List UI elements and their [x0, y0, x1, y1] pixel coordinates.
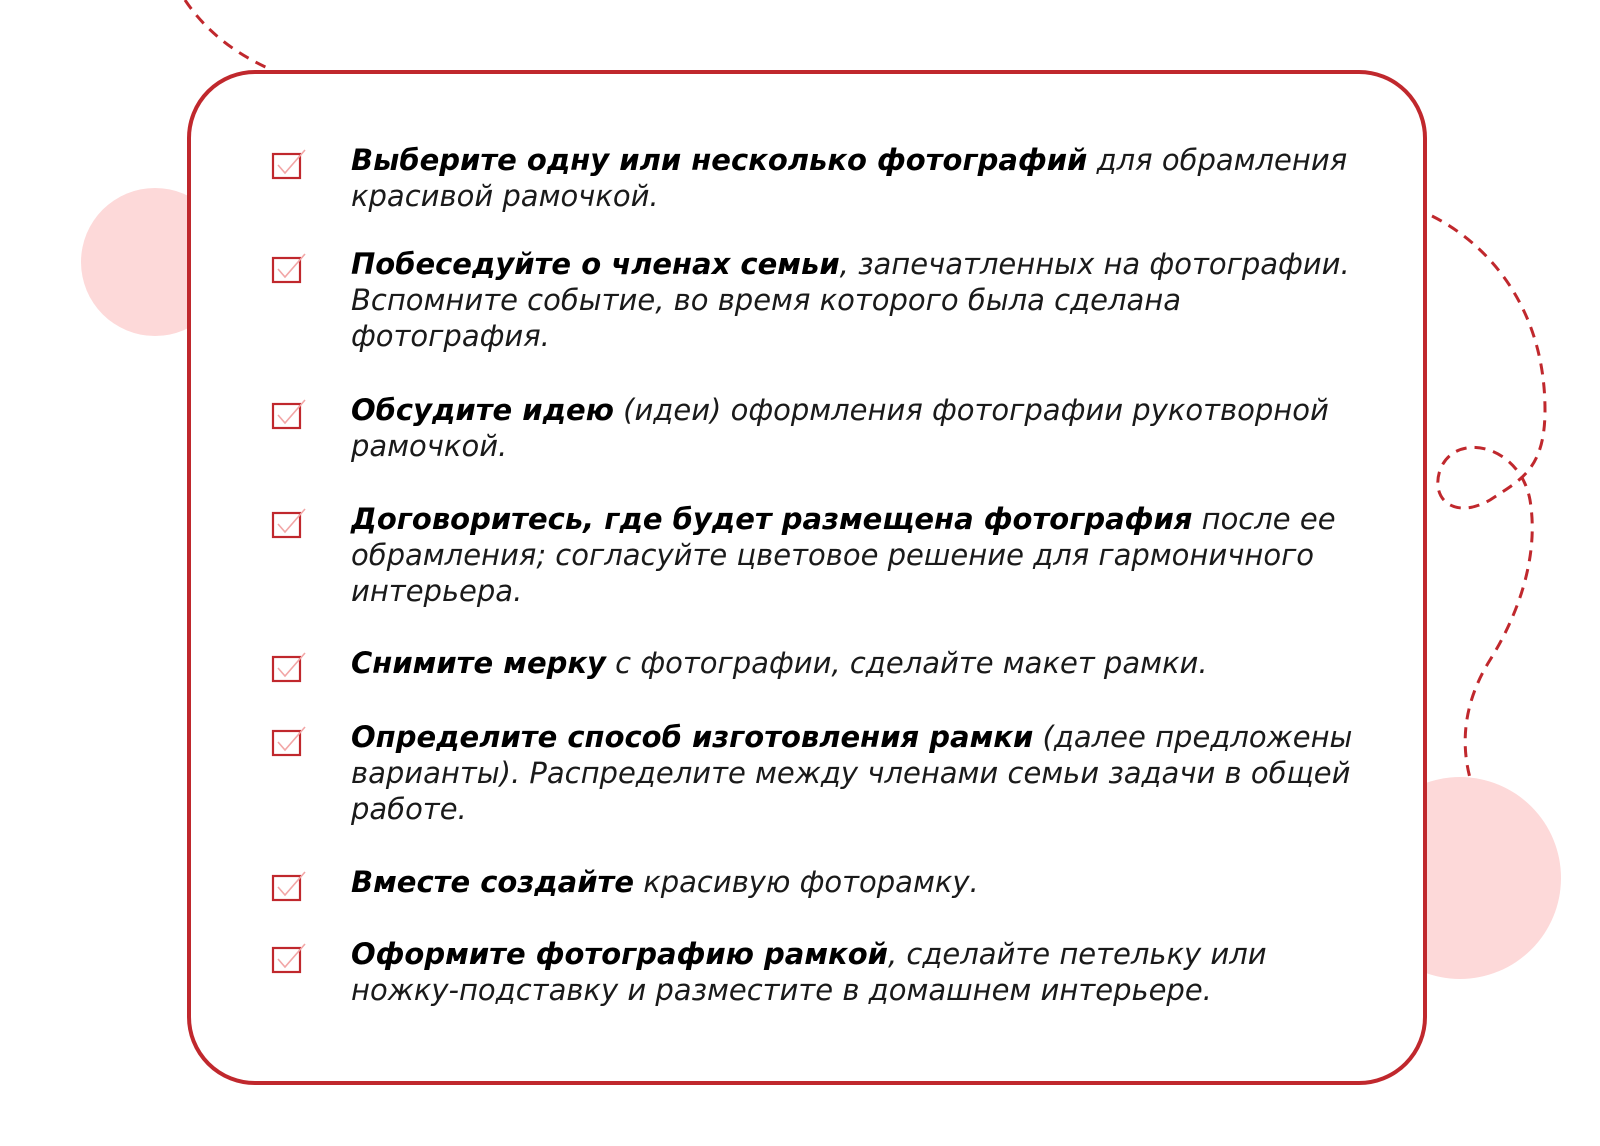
item-text [351, 246, 1361, 354]
checkbox-icon [271, 148, 307, 180]
item-regular-text: (идеи) оформления фотографии рукотворной рамочкой. [351, 393, 1329, 463]
item-bold-text: Снимите мерку [351, 646, 606, 680]
item-regular-text: с фотографии, сделайте макет рамки. [605, 646, 1208, 680]
item-bold-text: Оформите фотографию рамкой [351, 937, 888, 971]
item-text [351, 142, 1361, 214]
item-regular-text: красивую фоторамку. [634, 865, 979, 899]
checkbox-icon [271, 651, 307, 683]
item-regular-text: , запечатленных на фотографии. Вспомните событие, во время которого была сделана фотография. [351, 247, 1350, 353]
checkbox-icon [271, 942, 307, 974]
item-bold-text: Обсудите идею [351, 393, 614, 427]
item-text [351, 392, 1361, 464]
item-text [351, 936, 1361, 1008]
checkbox-icon [271, 252, 307, 284]
item-regular-text: , сделайте петельку или ножку-подставку и разместите в домашнем интерьере. [351, 937, 1267, 1007]
item-text [351, 645, 1361, 681]
item-text [351, 719, 1361, 827]
item-bold-text: Выберите одну или несколько фотографий [351, 143, 1088, 177]
item-bold-text: Вместе создайте [351, 865, 634, 899]
checklist-card [187, 70, 1427, 1085]
item-bold-text: Определите способ изготовления рамки [351, 720, 1034, 754]
item-regular-text: (далее предложены варианты). Распределите между членами семьи задачи в общей работе. [351, 720, 1353, 826]
item-text [351, 501, 1361, 609]
item-bold-text: Договоритесь, где будет размещена фотография [351, 502, 1193, 536]
right-dashed-curve [1432, 216, 1545, 778]
top-dashed-curve [185, 0, 272, 70]
item-bold-text: Побеседуйте о членах семьи [351, 247, 840, 281]
checkbox-icon [271, 507, 307, 539]
checkbox-icon [271, 870, 307, 902]
item-regular-text: после ее обрамления; согласуйте цветовое решение для гармоничного интерьера. [351, 502, 1336, 608]
checkbox-icon [271, 725, 307, 757]
item-text [351, 864, 1361, 900]
checkbox-icon [271, 398, 307, 430]
item-regular-text: для обрамления красивой рамочкой. [351, 143, 1348, 213]
